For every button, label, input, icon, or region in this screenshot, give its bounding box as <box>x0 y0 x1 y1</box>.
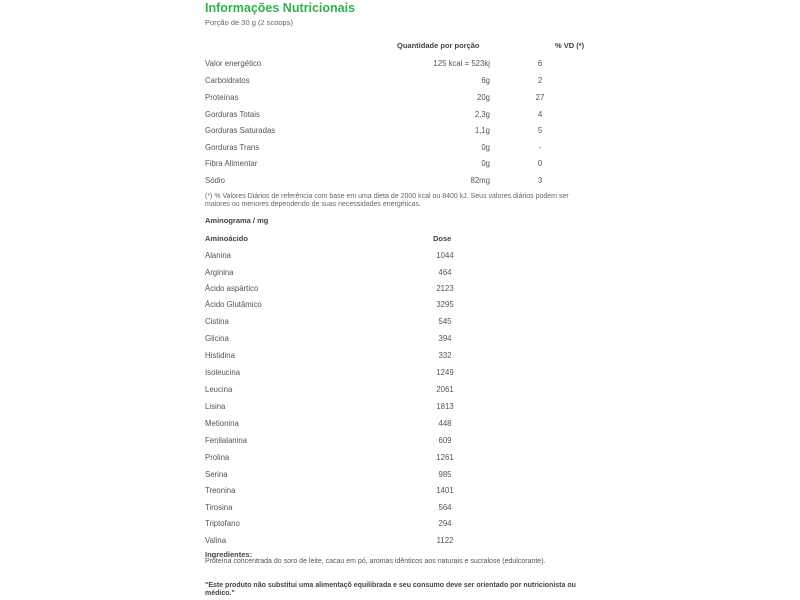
ingredients-label: Ingredientes: <box>205 550 253 559</box>
amino-dose: 464 <box>438 268 452 277</box>
nutrient-quantity: 0g <box>481 143 490 152</box>
amino-name: Valina <box>205 536 227 545</box>
nutrient-vd: 0 <box>537 159 543 168</box>
nutrition-row <box>205 176 595 190</box>
amino-row <box>205 385 505 399</box>
nutrient-name: Fibra Alimentar <box>205 159 258 168</box>
nutrition-row <box>205 143 595 157</box>
amino-row <box>205 536 505 550</box>
amino-dose: 2061 <box>436 385 454 394</box>
nutrition-row <box>205 110 595 124</box>
nutrient-quantity: 2,3g <box>474 110 490 119</box>
amino-row <box>205 486 505 500</box>
column-header-dose: Dose <box>433 234 452 243</box>
amino-row <box>205 519 505 533</box>
amino-dose: 609 <box>438 436 452 445</box>
amino-dose: 448 <box>438 419 452 428</box>
column-header-amino: Aminoácido <box>205 234 248 243</box>
amino-dose: 1044 <box>436 251 454 260</box>
amino-row <box>205 268 505 282</box>
amino-row <box>205 470 505 484</box>
nutrient-quantity: 6g <box>481 76 490 85</box>
nutrient-name: Valor energético <box>205 59 262 68</box>
amino-dose: 985 <box>438 470 452 479</box>
amino-name: Tirosina <box>205 503 233 512</box>
amino-row <box>205 453 505 467</box>
nutrient-name: Gorduras Saturadas <box>205 126 276 135</box>
amino-row <box>205 351 505 365</box>
amino-name: Lisina <box>205 402 226 411</box>
amino-name: Treonina <box>205 486 236 495</box>
vd-footnote: (*) % Valores Diários de referência com base em uma dieta de 2000 kcal ou 8400 kJ. Seus valores diários podem ser maiores ou menores dependendo de suas necessidades energéticas. <box>205 193 569 208</box>
nutrient-name: Proteínas <box>205 93 239 102</box>
nutrient-vd: 6 <box>537 59 543 68</box>
nutrition-row <box>205 126 595 140</box>
nutrient-name: Carboidratos <box>205 76 250 85</box>
amino-dose: 564 <box>438 503 452 512</box>
page-title: Informações Nutricionais <box>205 1 356 15</box>
amino-dose: 1249 <box>436 368 454 377</box>
amino-dose: 332 <box>438 351 452 360</box>
nutrient-quantity: 0g <box>481 159 490 168</box>
amino-name: Ácido aspártico <box>205 284 259 293</box>
amino-row <box>205 284 505 298</box>
amino-dose: 2123 <box>436 284 454 293</box>
amino-dose: 1122 <box>436 536 454 545</box>
nutrient-vd: 4 <box>537 110 543 119</box>
amino-dose: 1401 <box>436 486 454 495</box>
amino-row <box>205 368 505 382</box>
amino-row <box>205 402 505 416</box>
nutrient-quantity: 82mg <box>470 176 490 185</box>
nutrient-quantity: 1,1g <box>474 126 490 135</box>
nutrient-vd: 27 <box>535 93 545 102</box>
amino-name: Isoleucina <box>205 368 241 377</box>
nutrient-name: Gorduras Totais <box>205 110 260 119</box>
amino-dose: 3295 <box>436 300 454 309</box>
nutrient-vd: 3 <box>537 176 543 185</box>
amino-dose: 394 <box>438 334 452 343</box>
amino-name: Leucina <box>205 385 233 394</box>
amino-name: Alanina <box>205 251 232 260</box>
nutrient-name: Gorduras Trans <box>205 143 260 152</box>
amino-dose: 545 <box>438 317 452 326</box>
amino-row <box>205 436 505 450</box>
amino-row <box>205 334 505 348</box>
amino-row <box>205 317 505 331</box>
amino-row <box>205 503 505 517</box>
amino-dose: 294 <box>438 519 452 528</box>
nutrient-vd: 2 <box>537 76 543 85</box>
amino-name: Fenilalanina <box>205 436 248 445</box>
nutrient-quantity: 125 kcal = 523kj <box>433 59 490 68</box>
nutrition-row <box>205 159 595 173</box>
disclaimer-text: "Este produto não substitui uma alimentaçõ equilibrada e seu consumo deve ser orientado por nutricionista ou médico." <box>205 582 576 597</box>
ingredients-text: Proteína concentrada do soro de leite, cacau em pó, aromas idênticos aos naturais e sucralose (edulcorante). <box>205 558 546 565</box>
amino-dose: 1261 <box>436 453 454 462</box>
nutrition-row <box>205 76 595 90</box>
nutrient-vd: - <box>538 143 542 152</box>
nutrient-name: Sódio <box>205 176 225 185</box>
amino-name: Metionina <box>205 419 239 428</box>
amino-name: Histidina <box>205 351 235 360</box>
portion-size: Porção de 30 g (2 scoops) <box>205 18 293 27</box>
amino-row <box>205 251 505 265</box>
amino-row <box>205 419 505 433</box>
amino-row <box>205 300 505 314</box>
amino-name: Triptofano <box>205 519 240 528</box>
nutrition-row <box>205 59 595 73</box>
aminogram-title: Aminograma / mg <box>205 216 269 225</box>
nutrition-row <box>205 93 595 107</box>
nutrient-vd: 5 <box>537 126 543 135</box>
amino-name: Arginina <box>205 268 234 277</box>
amino-name: Prolina <box>205 453 230 462</box>
amino-name: Ácido Glutâmico <box>205 300 262 309</box>
amino-dose: 1813 <box>436 402 454 411</box>
column-header-vd: % VD (*) <box>555 41 585 50</box>
amino-name: Glicina <box>205 334 229 343</box>
nutrient-quantity: 20g <box>476 93 490 102</box>
column-header-quantity: Quantidade por porção <box>397 41 480 50</box>
amino-name: Serina <box>205 470 228 479</box>
amino-name: Cistina <box>205 317 229 326</box>
